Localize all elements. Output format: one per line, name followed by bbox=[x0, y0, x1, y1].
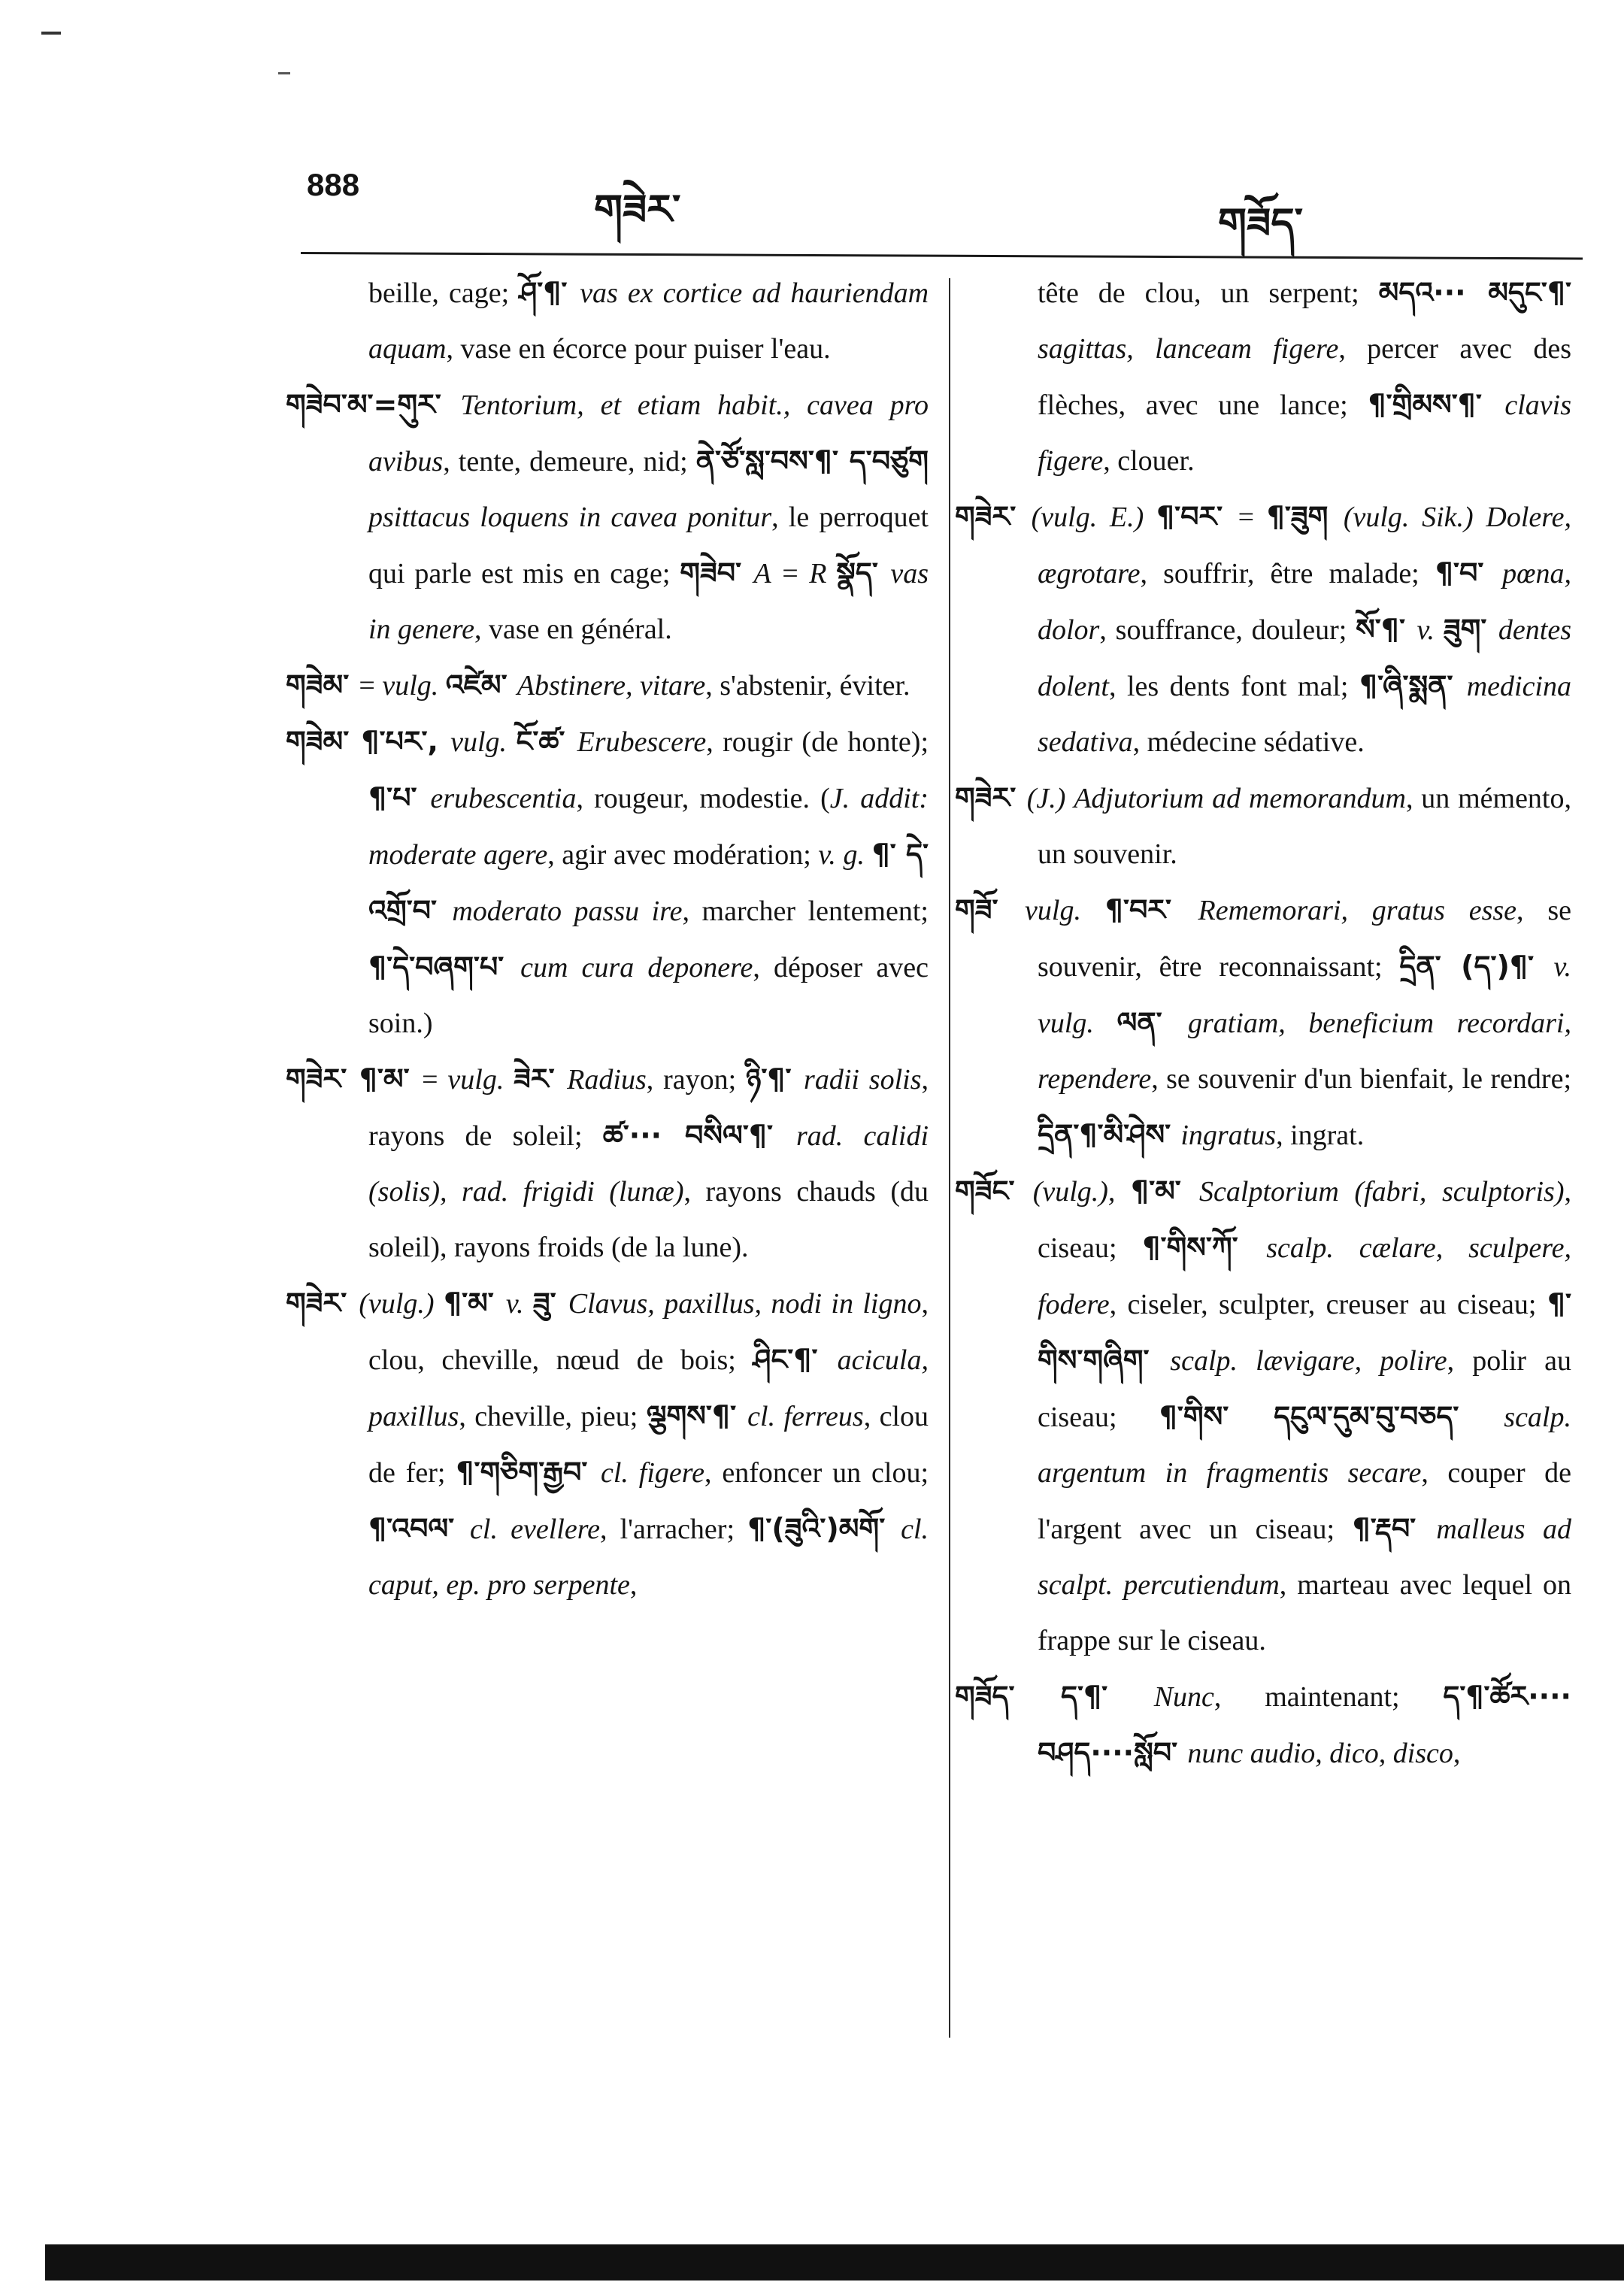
french-gloss: = bbox=[1238, 502, 1267, 533]
latin-gloss: Nunc bbox=[1153, 1681, 1214, 1713]
tibetan-text: ¶་བར་ bbox=[1156, 500, 1238, 533]
french-gloss: , cheville, pieu; bbox=[459, 1401, 647, 1432]
dictionary-entry bbox=[286, 1051, 929, 1275]
latin-gloss: psittacus loquens in cavea ponitur bbox=[368, 502, 772, 533]
tibetan-text: སོ་¶་ bbox=[1356, 613, 1417, 646]
dictionary-entry bbox=[955, 489, 1571, 770]
running-head-right: གཟོད་ bbox=[1218, 199, 1303, 247]
latin-gloss: scalp. cælare, sculpere, fodere bbox=[1038, 1232, 1571, 1320]
tibetan-text: གཟེམ་ bbox=[286, 668, 359, 702]
french-gloss: , rougeur, modestie. ( bbox=[576, 783, 830, 814]
french-gloss: , rayons de soleil; bbox=[368, 1064, 929, 1152]
french-gloss: , enfoncer un clou; bbox=[704, 1457, 929, 1489]
french-gloss: , couper de l'argent avec un ciseau; bbox=[1038, 1457, 1571, 1545]
french-gloss: , maintenant; bbox=[1213, 1681, 1444, 1713]
french-gloss: , rougir (de honte); bbox=[706, 726, 929, 758]
latin-gloss: vas ex cortice ad hauriendam aquam bbox=[368, 277, 929, 365]
tibetan-text: ¶་ཞི་སྨན་ bbox=[1359, 669, 1467, 702]
french-gloss: , vase en général. bbox=[474, 614, 672, 645]
dictionary-entry bbox=[955, 882, 1571, 1163]
latin-gloss: dentes dolent bbox=[1038, 614, 1571, 702]
header-rule bbox=[301, 252, 1583, 259]
tibetan-text: གཟེར་ bbox=[286, 1286, 359, 1320]
french-gloss: , bbox=[1453, 1738, 1461, 1769]
tibetan-text: ངོ་ཚ་ bbox=[516, 725, 577, 758]
french-gloss: beille, cage; bbox=[368, 277, 520, 309]
tibetan-text: ¶་བ་ bbox=[1435, 556, 1503, 589]
tibetan-text: ནེ་ཙོ་སླ་བས་¶་ ད་བཙུག bbox=[695, 444, 929, 477]
latin-gloss: (J.) Adjutorium ad memorandum bbox=[1026, 783, 1406, 814]
latin-gloss: v. vulg. bbox=[1038, 951, 1571, 1039]
french-gloss: , marteau avec lequel on frappe sur le ciseau. bbox=[1038, 1569, 1571, 1656]
latin-gloss: vas in genere bbox=[368, 558, 929, 645]
tibetan-text: སྣོད་ bbox=[836, 556, 891, 589]
french-gloss: , polir au ciseau; bbox=[1038, 1345, 1571, 1433]
french-gloss: = bbox=[422, 1064, 448, 1096]
dictionary-entry bbox=[286, 657, 929, 714]
tibetan-text: ¶་མ་ bbox=[1130, 1174, 1200, 1208]
tibetan-text: གཟེབ་ bbox=[680, 556, 754, 589]
latin-gloss: vulg. bbox=[447, 1064, 514, 1096]
latin-gloss: cum cura deponere bbox=[520, 952, 753, 983]
right-column bbox=[955, 265, 1571, 1781]
latin-gloss: (vulg.), bbox=[1032, 1176, 1131, 1208]
latin-gloss: cl. ferreus bbox=[747, 1401, 864, 1432]
french-gloss: , se souvenir, être reconnaissant; bbox=[1038, 895, 1571, 983]
latin-gloss: malleus ad scalpt. percutiendum bbox=[1038, 1514, 1572, 1601]
tibetan-text: གཟེར་ bbox=[955, 500, 1032, 533]
french-gloss: , bbox=[629, 1569, 638, 1601]
tibetan-text: ཤོ་¶་ bbox=[519, 276, 580, 309]
latin-gloss: gratiam, beneficium recordari, rependere bbox=[1038, 1008, 1571, 1095]
latin-gloss: J. addit: moderate agere bbox=[368, 783, 929, 871]
tibetan-text: ཟེར་ bbox=[514, 1062, 568, 1096]
tibetan-text: གཟེམ་ ¶་པར་, bbox=[286, 725, 451, 758]
french-gloss: , ciseler, sculpter, creuser au ciseau; bbox=[1109, 1289, 1547, 1320]
dictionary-entry bbox=[955, 770, 1571, 882]
page-number: 888 bbox=[307, 167, 360, 202]
french-gloss: tête de clou, un serpent; bbox=[1038, 277, 1379, 309]
latin-gloss: rad. calidi (solis), rad. frigidi (lunæ) bbox=[368, 1120, 929, 1208]
tibetan-text: ¶་(ཟུའི་)མགོ་ bbox=[747, 1512, 901, 1545]
latin-gloss: sagittas, lanceam figere bbox=[1038, 333, 1339, 365]
latin-gloss: Clavus, paxillus, nodi in ligno bbox=[568, 1288, 922, 1320]
tibetan-text: ¶་འབལ་ bbox=[368, 1512, 471, 1545]
french-gloss: , ingrat. bbox=[1276, 1120, 1365, 1151]
french-gloss: , médecine sédative. bbox=[1132, 726, 1365, 758]
tibetan-text: དྲིན་ (ད་)¶་ bbox=[1399, 950, 1554, 983]
tibetan-text: ¶་གཅིག་རྒྱབ་ bbox=[456, 1456, 601, 1489]
latin-gloss: acicula, paxillus bbox=[368, 1344, 929, 1432]
french-gloss: , souffrance, douleur; bbox=[1099, 614, 1356, 646]
tibetan-text: གཟེར་ bbox=[955, 781, 1027, 814]
latin-gloss: vulg. bbox=[450, 726, 517, 758]
latin-gloss: Abstinere, vitare bbox=[517, 670, 706, 702]
tibetan-text: ¶་ཟུག bbox=[1266, 500, 1344, 533]
latin-gloss: moderato passu ire bbox=[452, 896, 683, 927]
french-gloss: , clouer. bbox=[1103, 445, 1195, 477]
latin-gloss: A = R bbox=[753, 558, 837, 589]
french-gloss: , tente, demeure, nid; bbox=[443, 446, 696, 477]
dictionary-entry bbox=[955, 265, 1571, 489]
french-gloss: , l'arracher; bbox=[599, 1514, 748, 1545]
french-gloss: , rayon; bbox=[646, 1064, 746, 1096]
tibetan-text: དྲིན་¶་མི་ཤེས་ bbox=[1038, 1118, 1181, 1151]
column-divider bbox=[949, 278, 950, 2038]
tibetan-text: ཚ་··· བསིལ་¶་ bbox=[602, 1119, 796, 1152]
french-gloss: , percer avec des flèches, avec une lance; bbox=[1038, 333, 1571, 421]
latin-gloss: Tentorium, et etiam habit., cavea pro avibus bbox=[368, 389, 929, 477]
tibetan-text: འཛེམ་ bbox=[445, 668, 517, 702]
french-gloss: , les dents font mal; bbox=[1108, 671, 1359, 702]
french-gloss: , clou, cheville, nœud de bois; bbox=[368, 1288, 929, 1376]
latin-gloss: pœna, dolor bbox=[1038, 558, 1571, 646]
latin-gloss: (vulg.) bbox=[359, 1288, 444, 1320]
latin-gloss: Radius bbox=[567, 1064, 647, 1096]
tibetan-text: ¶་ དེ་འགྲོ་བ་ bbox=[368, 838, 929, 927]
french-gloss: , s'abstenir, éviter. bbox=[705, 670, 910, 702]
french-gloss: , ciseau; bbox=[1038, 1176, 1572, 1264]
tibetan-text: ¶་གིས་ དངུལ་དུམ་བུ་བཅད་ bbox=[1159, 1400, 1504, 1433]
french-gloss: , clou de fer; bbox=[368, 1401, 929, 1489]
latin-gloss: erubescentia bbox=[430, 783, 577, 814]
french-gloss: = bbox=[359, 670, 383, 702]
tibetan-text: ¶་པ་ bbox=[368, 781, 431, 814]
latin-gloss: vulg. bbox=[1025, 895, 1105, 926]
tibetan-text: ¶་རྡབ་ bbox=[1352, 1512, 1437, 1545]
dictionary-entry bbox=[286, 265, 929, 377]
french-gloss: , un mémento, un souvenir. bbox=[1038, 783, 1571, 870]
french-gloss: , déposer avec soin.) bbox=[368, 952, 929, 1039]
tibetan-text: གཟོང་ bbox=[955, 1174, 1033, 1208]
latin-gloss: ingratus bbox=[1180, 1120, 1277, 1151]
latin-gloss: vulg. bbox=[382, 670, 446, 702]
tibetan-text: ད་¶་ཚོར···· བཤད····སློབ་ bbox=[1038, 1680, 1571, 1769]
french-gloss: , agir avec modération; bbox=[547, 839, 819, 871]
tibetan-text: ཟུག་ bbox=[1443, 613, 1498, 646]
left-column bbox=[286, 265, 929, 1613]
tibetan-text: ཟུ་ bbox=[532, 1286, 568, 1320]
tibetan-text: ཤིང་¶་ bbox=[753, 1343, 838, 1376]
scan-footer-band bbox=[45, 2244, 1624, 2280]
tibetan-text: མདའ··· མདུང་¶་ bbox=[1378, 276, 1571, 309]
tibetan-text: གཟེར་ ¶་མ་ bbox=[286, 1062, 423, 1096]
latin-gloss: Erubescere bbox=[577, 726, 707, 758]
latin-gloss: scalp. lævigare, polire bbox=[1170, 1345, 1447, 1377]
latin-gloss: (vulg. Sik.) Dolere, ægrotare bbox=[1038, 502, 1571, 589]
running-head-left: གཟེར་ bbox=[594, 186, 681, 233]
latin-gloss: cl. figere bbox=[600, 1457, 704, 1489]
tibetan-text: ¶་གིས་གཞིག་ bbox=[1038, 1287, 1571, 1377]
tibetan-text: གཟོ་ bbox=[955, 893, 1026, 926]
latin-gloss: Rememorari, gratus esse bbox=[1198, 895, 1517, 926]
tibetan-text: ¶་མ་ bbox=[443, 1286, 506, 1320]
latin-gloss: v. bbox=[505, 1288, 533, 1320]
french-gloss: , souffrir, être malade; bbox=[1140, 558, 1435, 589]
tibetan-text: ལན་ bbox=[1116, 1006, 1188, 1039]
tibetan-text: ཉི་¶་ bbox=[746, 1062, 804, 1096]
latin-gloss: clavis figere bbox=[1038, 389, 1571, 477]
latin-gloss: (vulg. E.) bbox=[1031, 502, 1156, 533]
tibetan-text: ¶་དེ་བཞག་པ་ bbox=[368, 950, 521, 983]
french-gloss: , se souvenir d'un bienfait, le rendre; bbox=[1151, 1063, 1571, 1095]
dictionary-entry bbox=[955, 1163, 1571, 1668]
tibetan-text: ལྕགས་¶་ bbox=[646, 1399, 748, 1432]
latin-gloss: scalp. argentum in fragmentis secare bbox=[1038, 1402, 1571, 1489]
dictionary-entry bbox=[286, 1275, 929, 1613]
french-gloss: , marcher lentement; bbox=[682, 896, 929, 927]
latin-gloss: radii solis bbox=[804, 1064, 922, 1096]
latin-gloss: v. g. bbox=[818, 839, 872, 871]
latin-gloss: Scalptorium (fabri, sculptoris) bbox=[1199, 1176, 1565, 1208]
tibetan-text: ¶་བར་ bbox=[1104, 893, 1198, 926]
tibetan-text: གཟོད་ ད་¶་ bbox=[955, 1680, 1154, 1713]
tibetan-text: གཟེབ་མ་=གུར་ bbox=[286, 388, 461, 421]
scan-mark bbox=[278, 72, 290, 74]
tibetan-text: ¶་གྲིམས་¶་ bbox=[1368, 388, 1505, 421]
latin-gloss: v. bbox=[1416, 614, 1444, 646]
scan-mark bbox=[41, 32, 61, 35]
tibetan-text: ¶་གིས་ཀོ་ bbox=[1142, 1231, 1267, 1264]
french-gloss: , le perroquet qui parle est mis en cage; bbox=[368, 502, 929, 589]
latin-gloss: nunc audio, dico, disco bbox=[1187, 1738, 1453, 1769]
french-gloss: , vase en écorce pour puiser l'eau. bbox=[446, 333, 831, 365]
dictionary-entry bbox=[286, 377, 929, 657]
latin-gloss: cl. evellere bbox=[470, 1514, 600, 1545]
latin-gloss: medicina sedativa bbox=[1038, 671, 1571, 758]
latin-gloss: cl. caput, ep. pro serpente bbox=[368, 1514, 929, 1601]
dictionary-entry bbox=[286, 714, 929, 1051]
dictionary-entry bbox=[955, 1668, 1571, 1781]
french-gloss: , rayons chauds (du soleil), rayons froids (de la lune). bbox=[368, 1176, 929, 1263]
